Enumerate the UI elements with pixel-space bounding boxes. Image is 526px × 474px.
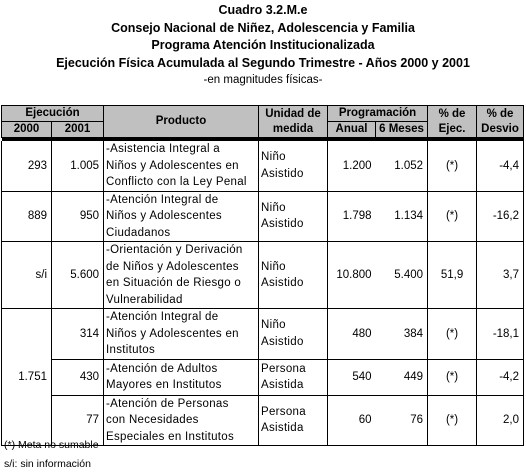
cell-2000: 1.751 bbox=[2, 309, 52, 446]
producto-line: Niños y Adolescentes bbox=[106, 210, 222, 222]
cell-pct-desvio: 3,7 bbox=[477, 242, 524, 309]
cell-seis-meses: 76 bbox=[376, 395, 428, 446]
cell-pct-ejec: (*) bbox=[428, 191, 477, 242]
header-unidad-line2: medida bbox=[272, 122, 314, 135]
producto-line: Conflicto con la Ley Penal bbox=[106, 176, 247, 188]
cell-producto bbox=[104, 359, 259, 395]
table-row bbox=[2, 191, 524, 242]
unidad-line: Asistido bbox=[261, 277, 304, 289]
cell-2001: 314 bbox=[52, 309, 104, 360]
producto-line: -Atención de Adultos bbox=[106, 362, 218, 375]
producto-line: -Atención Integral de bbox=[106, 193, 219, 206]
table-row bbox=[2, 309, 524, 360]
header-ejecucion: Ejecución bbox=[2, 106, 104, 122]
cell-pct-desvio: 2,0 bbox=[477, 395, 524, 446]
header-anual: Anual bbox=[328, 122, 376, 138]
producto-line: Vulnerabilidad bbox=[106, 293, 183, 306]
unidad-line: Niño bbox=[261, 151, 286, 164]
header-pct-ejec-line1: % de bbox=[438, 107, 466, 120]
footnote-meta: (*) Meta no sumable bbox=[4, 439, 99, 451]
cell-anual: 1.200 bbox=[328, 141, 376, 191]
cell-2001: 77 bbox=[52, 395, 104, 446]
cell-2001: 430 bbox=[52, 359, 104, 395]
table-row bbox=[2, 242, 524, 309]
header-year-2001: 2001 bbox=[52, 122, 104, 138]
cell-seis-meses: 449 bbox=[376, 359, 428, 395]
cell-producto bbox=[104, 395, 259, 446]
footnotes bbox=[4, 436, 99, 474]
cell-seis-meses: 5.400 bbox=[376, 242, 428, 309]
cell-producto bbox=[104, 242, 259, 309]
subtitle-units: -en magnitudes físicas- bbox=[203, 74, 323, 86]
cell-2001: 5.600 bbox=[52, 242, 104, 309]
cell-unidad bbox=[259, 359, 328, 395]
table-row bbox=[2, 359, 524, 395]
cell-unidad bbox=[259, 141, 328, 191]
unidad-line: Persona bbox=[261, 362, 306, 375]
cell-pct-ejec: (*) bbox=[428, 309, 477, 360]
subtitle-organism: Consejo Nacional de Niñez, Adolescencia y Familia bbox=[111, 20, 415, 35]
cell-pct-desvio: -18,1 bbox=[477, 309, 524, 360]
header-pct-desvio-line2: Desvio bbox=[481, 122, 519, 135]
header-programacion: Programación bbox=[328, 106, 428, 122]
producto-line: de Niños y Adolescentes bbox=[106, 260, 239, 273]
producto-line: Ciudadanos bbox=[106, 226, 171, 239]
subtitle-period: Ejecución Física Acumulada al Segundo Trimestre - Años 2000 y 2001 bbox=[56, 55, 470, 70]
cell-2000: 293 bbox=[2, 141, 52, 191]
cell-anual: 540 bbox=[328, 359, 376, 395]
producto-line: Mayores en Institutos bbox=[106, 379, 222, 391]
cell-pct-ejec: (*) bbox=[428, 141, 477, 191]
subtitle-program: Programa Atención Institucionalizada bbox=[151, 38, 375, 52]
producto-line: Especiales en Institutos bbox=[106, 430, 235, 443]
execution-table bbox=[1, 105, 524, 446]
cell-2001: 1.005 bbox=[52, 141, 104, 191]
cell-unidad bbox=[259, 395, 328, 446]
title-block bbox=[0, 2, 526, 88]
cell-anual: 10.800 bbox=[328, 242, 376, 309]
unidad-line: Niño bbox=[261, 319, 286, 332]
cell-seis-meses: 384 bbox=[376, 309, 428, 360]
cell-pct-ejec: 51,9 bbox=[428, 242, 477, 309]
cell-anual: 1.798 bbox=[328, 191, 376, 242]
cell-producto bbox=[104, 191, 259, 242]
header-pct-ejec-line2: Ejec. bbox=[438, 122, 466, 135]
footnote-si: s/i: sin información bbox=[4, 458, 91, 470]
table-title: Cuadro 3.2.M.e bbox=[218, 3, 308, 17]
header-pct-desvio bbox=[477, 106, 524, 138]
cell-pct-desvio: -4,2 bbox=[477, 359, 524, 395]
producto-line: con Necesidades bbox=[106, 414, 199, 426]
cell-unidad bbox=[259, 309, 328, 360]
producto-line: -Orientación y Derivación bbox=[106, 244, 243, 256]
unidad-line: Asistido bbox=[261, 218, 304, 231]
cell-pct-desvio: -16,2 bbox=[477, 191, 524, 242]
unidad-line: Niño bbox=[261, 260, 286, 273]
cell-2001: 950 bbox=[52, 191, 104, 242]
unidad-line: Persona bbox=[261, 405, 306, 418]
header-producto: Producto bbox=[104, 106, 259, 138]
producto-line: -Atención Integral de bbox=[106, 311, 219, 323]
table-row bbox=[2, 141, 524, 191]
header-year-2000: 2000 bbox=[2, 122, 52, 138]
producto-line: -Atención de Personas bbox=[106, 397, 229, 410]
producto-line: Niños y Adolescentes en bbox=[106, 327, 239, 340]
cell-2000: s/i bbox=[2, 242, 52, 309]
cell-2000: 889 bbox=[2, 191, 52, 242]
cell-unidad bbox=[259, 242, 328, 309]
header-pct-desvio-line1: % de bbox=[486, 107, 514, 120]
cell-anual: 480 bbox=[328, 309, 376, 360]
unidad-line: Asistido bbox=[261, 335, 304, 348]
cell-pct-ejec: (*) bbox=[428, 395, 477, 446]
header-unidad-line1: Unidad de bbox=[265, 107, 321, 120]
cell-unidad bbox=[259, 191, 328, 242]
producto-line: Niños y Adolescentes en bbox=[106, 159, 239, 172]
unidad-line: Asistido bbox=[261, 167, 304, 180]
cell-seis-meses: 1.134 bbox=[376, 191, 428, 242]
unidad-line: Asistida bbox=[261, 422, 304, 435]
cell-producto bbox=[104, 309, 259, 360]
producto-line: Institutos bbox=[106, 344, 156, 356]
cell-anual: 60 bbox=[328, 395, 376, 446]
cell-seis-meses: 1.052 bbox=[376, 141, 428, 191]
cell-pct-ejec: (*) bbox=[428, 359, 477, 395]
cell-producto bbox=[104, 141, 259, 191]
cell-pct-desvio: -4,4 bbox=[477, 141, 524, 191]
producto-line: -Asistencia Integral a bbox=[106, 143, 221, 155]
header-unidad bbox=[259, 106, 328, 138]
producto-line: en Situación de Riesgo o bbox=[106, 277, 242, 289]
unidad-line: Asistida bbox=[261, 379, 304, 391]
header-pct-ejec bbox=[428, 106, 477, 138]
header-seis-meses: 6 Meses bbox=[376, 122, 428, 138]
unidad-line: Niño bbox=[261, 201, 286, 214]
